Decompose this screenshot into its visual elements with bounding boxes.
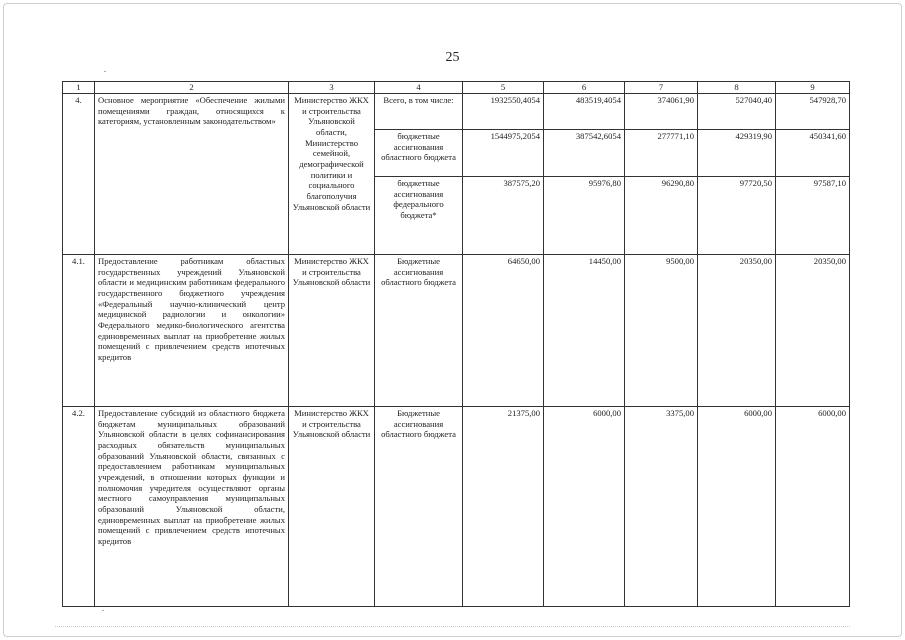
- row-name: Предоставление работникам областных государственных учреждений Ульяновской области и медицинским работникам федерального государственного бюджетного учреждения «Федеральный научно-клинический центр медицинской радиологии и онкологии» Федерального медико-биологического агентства единовременных выплат на приобретение жилых помещений с привлечением средств ипотечных кредитов: [95, 255, 289, 407]
- row-executor: Министерство ЖКХ и строительства Ульяновской области: [289, 407, 375, 607]
- row-name: Основное мероприятие «Обеспечение жилыми помещениями граждан, относящихся к категориям, установленным законодательством»: [95, 94, 289, 255]
- value-cell: 483519,4054: [544, 94, 625, 130]
- header-cell: 9: [776, 82, 850, 94]
- page-footer-line: [55, 626, 850, 631]
- value-cell: 95976,80: [544, 177, 625, 255]
- table-row: [63, 94, 850, 130]
- value-cell: 20350,00: [698, 255, 776, 407]
- row-name: Предоставление субсидий из областного бюджета бюджетам муниципальных образований Ульяновской области в целях софинансирования расходных обязательств муниципальных образований Ульяновской области, связанных с предоставлением работникам муниципальных учреждений, в отношении которых функции и полномочия учредителя осуществляют органы местного самоуправления муниципальных образований Ульяновской области, единовременных выплат на приобретение жилых помещений с привлечением средств ипотечных кредитов: [95, 407, 289, 607]
- header-cell: 8: [698, 82, 776, 94]
- header-cell: 1: [63, 82, 95, 94]
- program-table: [62, 81, 850, 607]
- header-cell: 4: [375, 82, 463, 94]
- row-source: бюджетные ассигнования областного бюджета: [375, 130, 463, 177]
- value-cell: 527040,40: [698, 94, 776, 130]
- row-source: Бюджетные ассигнования областного бюджета: [375, 407, 463, 607]
- value-cell: 6000,00: [776, 407, 850, 607]
- row-number: 4.2.: [63, 407, 95, 607]
- value-cell: 3375,00: [625, 407, 698, 607]
- table-row: [63, 255, 850, 407]
- value-cell: 9500,00: [625, 255, 698, 407]
- scan-speck: [104, 71, 106, 72]
- value-cell: 387542,6054: [544, 130, 625, 177]
- value-cell: 97720,50: [698, 177, 776, 255]
- header-cell: 2: [95, 82, 289, 94]
- page-number: 25: [445, 50, 460, 65]
- header-cell: 7: [625, 82, 698, 94]
- value-cell: 1544975,2054: [463, 130, 544, 177]
- header-cell: 3: [289, 82, 375, 94]
- value-cell: 21375,00: [463, 407, 544, 607]
- row-source: бюджетные ассигнования федерального бюджета*: [375, 177, 463, 255]
- value-cell: 277771,10: [625, 130, 698, 177]
- scan-speck: [102, 610, 104, 611]
- row-executor: Министерство ЖКХ и строительства Ульяновской области: [289, 255, 375, 407]
- header-cell: 6: [544, 82, 625, 94]
- value-cell: 374061,90: [625, 94, 698, 130]
- value-cell: 387575,20: [463, 177, 544, 255]
- row-number: 4.: [63, 94, 95, 255]
- value-cell: 1932550,4054: [463, 94, 544, 130]
- value-cell: 6000,00: [698, 407, 776, 607]
- value-cell: 96290,80: [625, 177, 698, 255]
- value-cell: 547928,70: [776, 94, 850, 130]
- value-cell: 450341,60: [776, 130, 850, 177]
- value-cell: 64650,00: [463, 255, 544, 407]
- value-cell: 20350,00: [776, 255, 850, 407]
- table-row: [63, 407, 850, 607]
- value-cell: 97587,10: [776, 177, 850, 255]
- row-executor: Министерство ЖКХ и строительства Ульяновской области, Министерство семейной, демографической политики и социального благополучия Ульяновской области: [289, 94, 375, 255]
- value-cell: 429319,90: [698, 130, 776, 177]
- header-cell: 5: [463, 82, 544, 94]
- value-cell: 6000,00: [544, 407, 625, 607]
- row-source: Бюджетные ассигнования областного бюджета: [375, 255, 463, 407]
- row-source: Всего, в том числе:: [375, 94, 463, 130]
- value-cell: 14450,00: [544, 255, 625, 407]
- header-row: [63, 82, 850, 94]
- row-number: 4.1.: [63, 255, 95, 407]
